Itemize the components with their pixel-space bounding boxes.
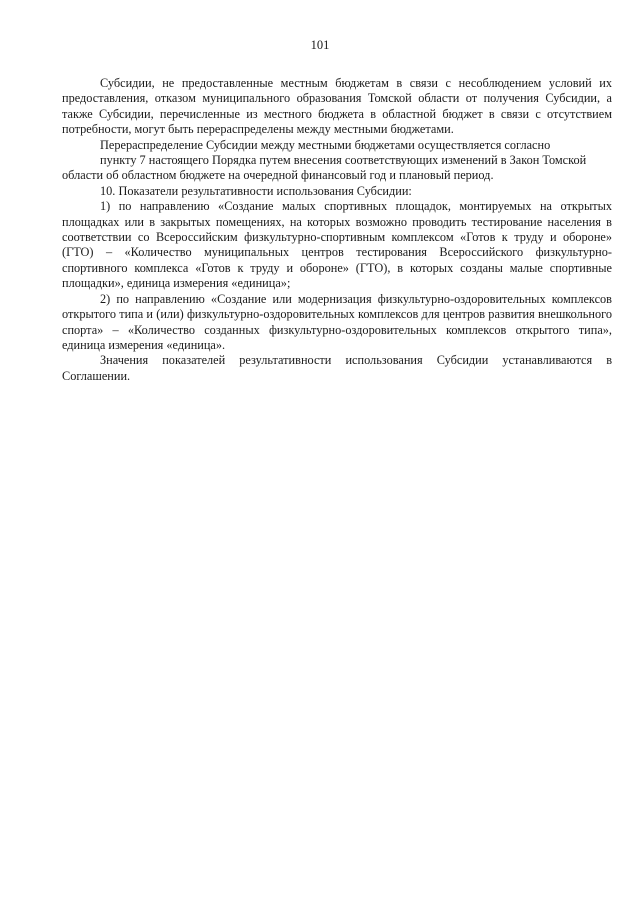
paragraph-redistribution-procedure: Перераспределение Субсидии между местными бюджетами осуществляется согласно	[100, 137, 551, 152]
paragraph-indicator-values: Значения показателей результативности использования Субсидии устанавливаются в Соглашении.	[62, 353, 612, 383]
paragraph-redistribution-procedure-cont: пункту 7 настоящего Порядка путем внесения соответствующих изменений в Закон Томской области об областном бюджете на очередной финансовый год и плановый период.	[62, 153, 587, 183]
paragraph-indicator-1: 1) по направлению «Создание малых спортивных площадок, монтируемых на открытых площадках или в закрытых помещениях, на которых возможно проводить тестирование населения в соответствии со Всероссийским физкультурно-спортивным комплексом «Готов к труду и обороне» (ГТО) – «Количество муниципальных центров тестирования Всероссийского физкультурно-спортивного комплекса «Готов к труду и обороне» (ГТО), в которых созданы малые спортивные площадки», единица измерения «единица»;	[62, 199, 612, 291]
page-number: 101	[310, 38, 330, 52]
paragraph-indicator-2: 2) по направлению «Создание или модернизация физкультурно-оздоровительных комплексов открытого типа и (или) физкультурно-оздоровительных комплексов для центров развития внешкольного спорта» – «Количество созданных физкультурно-оздоровительных комплексов открытого типа», единица измерения «единица».	[62, 291, 612, 352]
paragraph-redistribution-conditions: Субсидии, не предоставленные местным бюджетам в связи с несоблюдением условий их предоставления, отказом муниципального образования Томской области от получения Субсидии, а также Субсидии, перечисленные из местного бюджета в областной бюджет в связи с отсутствием потребности, могут быть перераспределены между местными бюджетами.	[62, 76, 612, 137]
document-body	[62, 76, 612, 384]
paragraph-indicators-heading: 10. Показатели результативности использования Субсидии:	[100, 183, 412, 198]
